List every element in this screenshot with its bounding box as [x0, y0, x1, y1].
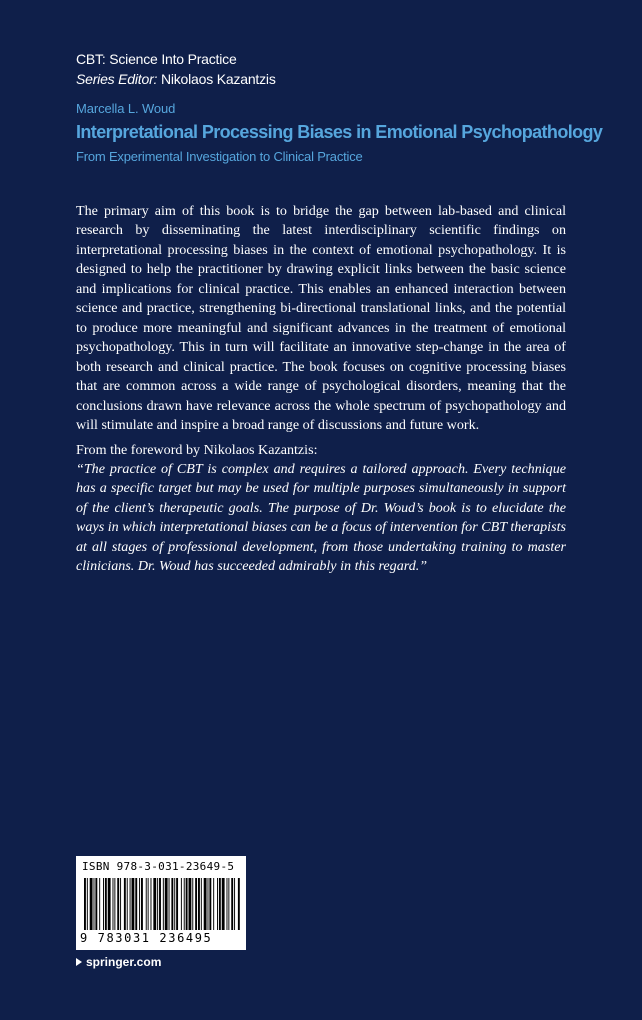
book-description: The primary aim of this book is to bridge the gap between lab-based and clinical research by disseminating the latest interdisciplinary scientific findings on interpretational processing biases in the context of emotional psychopathology. It is designed to help the practitioner by drawing explicit links between the basic science and implications for clinical practice. This enables an enhanced interaction between science and practice, strengthening bi-directional translational links, and the potential to produce more meaningful and significant advances in the treatment of emotional psychopathology. This in turn will facilitate an innovative step-change in the area of both research and clinical practice. The book focuses on cognitive processing biases that are common across a wide range of psychological disorders, meaning that the conclusions drawn have relevance across the whole spectrum of psychopathology and will stimulate and inspire a broad range of discussions and future work.	[76, 203, 566, 433]
barcode-bar	[198, 878, 200, 930]
barcode-bar	[204, 878, 207, 930]
barcode-bar	[105, 878, 107, 930]
barcode-bar	[231, 878, 233, 930]
barcode-bars	[82, 878, 240, 932]
barcode-bar	[153, 878, 156, 930]
barcode-bar	[181, 878, 182, 930]
barcode-bar	[146, 878, 147, 930]
foreword-quote: “The practice of CBT is complex and requires a tailored approach. Every technique has a specific target but may be used for multiple purposes simultaneously in support of the client’s therapeutic goals. The purpose of Dr. Woud’s book is to elucidate the ways in which interpretational biases can be a focus of intervention for CBT therapists at all stages of professional development, from those undertaking training to master clinicians. Dr. Woud has succeeded admirably in this regard.”	[76, 461, 566, 575]
barcode-bar	[157, 878, 158, 930]
barcode-bar	[228, 878, 229, 930]
barcode-bar	[234, 878, 235, 930]
barcode-bar	[184, 878, 185, 930]
series-editor	[76, 69, 276, 89]
barcode-bar	[171, 878, 173, 930]
barcode-bar	[192, 878, 193, 930]
barcode-bar	[169, 878, 170, 930]
isbn-label: ISBN 978-3-031-23649-5	[82, 860, 235, 873]
barcode-bar	[99, 878, 100, 930]
barcode-bar	[90, 878, 93, 930]
barcode-bar	[165, 878, 168, 930]
barcode-bar	[113, 878, 114, 930]
barcode-bar	[238, 878, 240, 930]
series-editor-label: Series Editor:	[76, 71, 158, 87]
barcode-bar	[130, 878, 131, 930]
foreword-intro: From the foreword by Nikolaos Kazantzis:	[76, 442, 318, 458]
book-author: Marcella L. Woud	[76, 101, 176, 116]
barcode-bar	[139, 878, 140, 930]
publisher-link[interactable]	[76, 955, 161, 969]
series-name: CBT: Science Into Practice	[76, 51, 237, 67]
barcode-bar	[201, 878, 202, 930]
barcode-bar	[176, 878, 178, 930]
barcode-bar	[117, 878, 119, 930]
series-block	[76, 49, 276, 89]
barcode-bar	[141, 878, 143, 930]
barcode-bar	[174, 878, 175, 930]
barcode-bar	[219, 878, 221, 930]
barcode-bar	[148, 878, 149, 930]
barcode-bar	[124, 878, 126, 930]
barcode-bar	[120, 878, 121, 930]
barcode-bar	[94, 878, 95, 930]
barcode-bar	[217, 878, 218, 930]
barcode-bar	[186, 878, 188, 930]
book-subtitle: From Experimental Investigation to Clinical Practice	[76, 149, 363, 164]
barcode-bar	[163, 878, 164, 930]
isbn-barcode	[76, 856, 246, 950]
barcode-bar	[87, 878, 88, 930]
barcode-bar	[213, 878, 214, 930]
arrow-icon	[76, 958, 82, 966]
barcode-bar	[84, 878, 86, 930]
barcode-bar	[114, 878, 115, 930]
book-title: Interpretational Processing Biases in Emotional Psychopathology	[76, 122, 603, 142]
barcode-bar	[95, 878, 97, 930]
barcode-bar	[189, 878, 192, 930]
barcode-bar	[135, 878, 137, 930]
series-editor-name: Nikolaos Kazantzis	[160, 71, 276, 87]
barcode-bar	[222, 878, 225, 930]
barcode-bar	[151, 878, 152, 930]
barcode-bar	[227, 878, 228, 930]
barcode-bar	[208, 878, 209, 930]
barcode-bar	[209, 878, 211, 930]
barcode-bar	[132, 878, 135, 930]
barcode-bar	[108, 878, 111, 930]
barcode-bar	[103, 878, 104, 930]
barcode-bar	[195, 878, 197, 930]
publisher-url: springer.com	[86, 955, 162, 969]
barcode-bar	[127, 878, 128, 930]
barcode-digits: 9 783031 236495	[80, 931, 213, 945]
barcode-bar	[159, 878, 161, 930]
